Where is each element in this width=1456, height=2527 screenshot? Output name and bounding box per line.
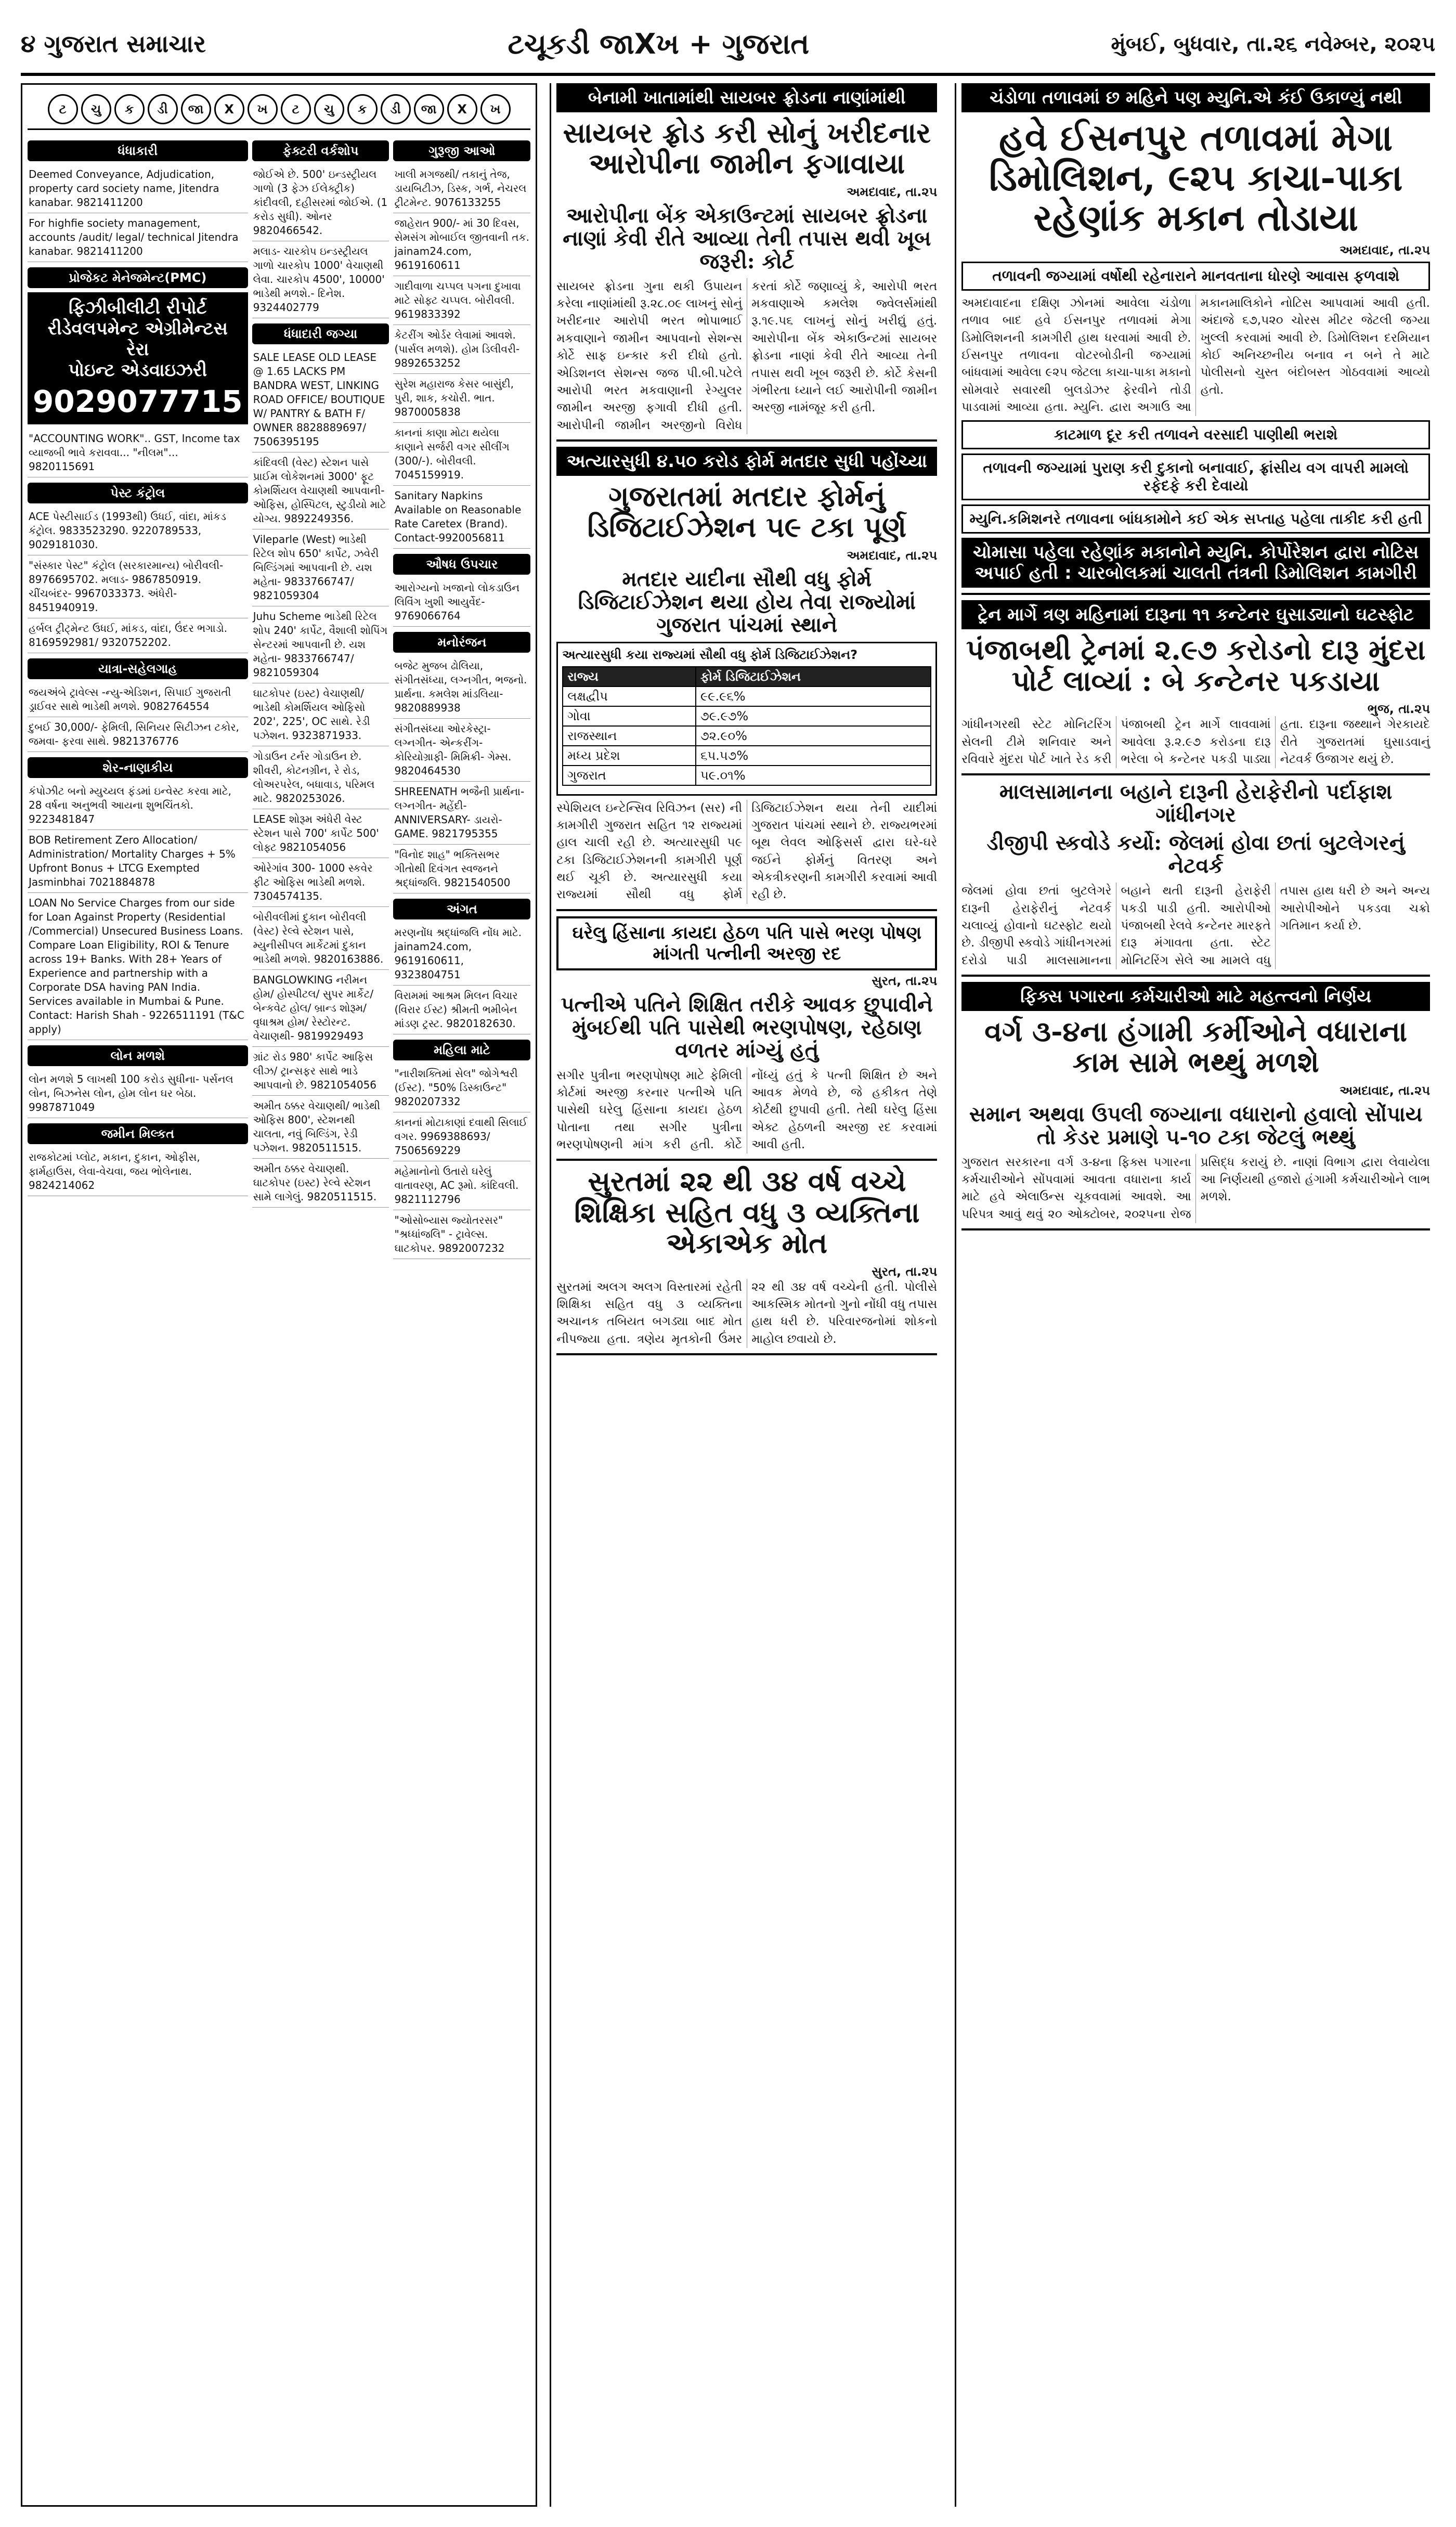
banner-letter: ચુ — [314, 94, 344, 124]
story-subhead: સમાન અથવા ઉપલી જગ્યાના વધારાનો હવાલો સોંપાય તો કેડર પ્રમાણે ૫-૧૦ ટકા જેટલું ભથ્થું — [969, 1101, 1423, 1149]
classified-ad: Vileparle (West) ભાડેથી રિટેલ શોપ 650' કાર્પેટ, ઝવેરી બિલ્ડિંગમાં આપવાની છે. યશ મહેતા- 9833766747/ 9821059304 — [252, 529, 389, 606]
story-kicker: અત્યારસુધી ૪.૫૦ કરોડ ફોર્મ મતદાર સુધી પહોંચ્યા — [556, 447, 937, 476]
story-kicker: ચંડોળા તળાવમાં છ મહિને પણ મ્યુનિ.એ કંઈ ઉકાળ્યું નથી — [961, 83, 1430, 112]
side-head-box — [961, 504, 1430, 534]
classified-ad: આરોગ્યનો ખજાનો લોકડાઉન લિવિંગ ખુશી આયુર્વેદ- 9769066764 — [393, 578, 530, 627]
story-body: સગીર પુત્રીના ભરણપોષણ માટે ફેમિલી કોર્ટમાં અરજી કરનાર પત્નીએ પતિ પાસેથી ઘરેલુ હિંસાના કાયદા હેઠળ પોતાના તથા સગીર પુત્રીના ભરણપોષણની માંગ કરી હતી. કોર્ટે નોંધ્યું હતું કે પત્ની શિક્ષિત છે અને આવક મેળવે છે, જે હકીકત તેણે કોર્ટથી છુપાવી હતી. તેથી ઘરેલુ હિંસા એક્ટ હેઠળની અરજી રદ કરવામાં આવી હતી. — [556, 1068, 938, 1152]
story-dateline: સુરત, તા.૨૫ — [872, 1264, 938, 1279]
table-row — [563, 726, 931, 746]
state-table-box — [556, 642, 937, 796]
classified-ad: BOB Retirement Zero Allocation/ Administration/ Mortality Charges + 5% Upfront Bonus + LTCG Exempted Jasminbhai 7021884878 — [28, 830, 248, 893]
table-title: અત્યારસુધી કયા રાજ્યમાં સૌથી વધુ ફોર્મ ડિજિટાઈઝેશન? — [562, 647, 857, 662]
story-dateline: અમદાવાદ, તા.૨૫ — [847, 184, 938, 199]
category-label: અંગત — [393, 899, 530, 919]
banner-letter: ટ — [48, 94, 78, 124]
feature-ad-phone: 9029077715 — [33, 384, 243, 419]
table-row — [563, 766, 931, 785]
feature-ad-line: રીડેવલપમેન્ટ એગ્રીમેન્ટસ — [47, 318, 228, 339]
percent-cell: ૬૫.૫૭% — [696, 746, 931, 766]
classified-ad: "નારીશક્તિમાં સેલ" જોગેશ્વરી (ઈસ્ટ). "50% ડિસ્કાઉન્ટ" 9820207332 — [393, 1064, 530, 1112]
issue-date: મુંબઈ, બુધવાર, તા.૨૬ નવેમ્બર, ૨૦૨૫ — [1111, 32, 1435, 56]
story-body: સ્પેશિયલ ઇન્ટેન્સિવ રિવિઝન (સર) ની કામગીરી ગુજરાત સહિત ૧૨ રાજ્યમાં હાલ ચાલી રહી છે. અત્યારસુધી ૫૯ ટકા ડિજિટાઈઝેશનની કામગીરી પૂર્ણ થઈ ચૂકી છે. અત્યારસુધી કયા રાજ્યમાં સૌથી વધુ ફોર્મ ડિજિટાઈઝેશન થયા તેની યાદીમાં ગુજરાત પાંચમાં સ્થાને છે. રાજ્યભરમાં બૂથ લેવલ ઓફિસર્સ દ્વારા ઘરે-ઘરે જઈને ફોર્મનું વિતરણ અને એકત્રીકરણની કામગીરી કરવામાં આવી રહી છે. — [556, 801, 938, 902]
side-head-box — [961, 420, 1430, 449]
classified-ad: મરણનોંધ શ્રદ્ધાંજલિ નોંધ માટે. jainam24.com, 9619160611, 9323804751 — [393, 923, 530, 986]
news-column-right — [955, 83, 1435, 2507]
classified-ad: ગોડાઉન ટર્નર ગોડાઉન છે. શીવરી, કોટનગ્રીન, રે રોડ, લોઅરપરેલ, બધાવાડ, પરિમલ માટે. 9820253026. — [252, 746, 389, 809]
banner-letter: જા — [414, 94, 444, 124]
classified-ad: Juhu Scheme ભાડેથી રિટેલ શોપ 240' કાર્પેટ, વૈશાલી શોપિંગ સેન્ટરમાં આપવાની છે. યશ મહેતા- 9833766747/ 9821059304 — [252, 606, 389, 683]
story-dateline: ભુજ, તા.૨૫ — [1367, 702, 1430, 717]
category-label: પેસ્ટ કંટ્રોલ — [28, 483, 248, 503]
story-dgp-squad — [961, 781, 1430, 977]
story-isanpur-demolition — [961, 83, 1430, 595]
state-name-cell: ગોવા — [563, 706, 696, 726]
story-surat-deaths — [556, 1166, 937, 1355]
feature-ad — [28, 292, 248, 424]
story-headline: ડીજીપી સ્કવોડે કર્યો: જેલમાં હોવા છતાં બુટલેગરનું નેટવર્ક — [986, 831, 1405, 878]
category-label: ધંધાકારી — [28, 140, 248, 161]
classified-ad: અમીત ઠક્કર વેચાણથી. ઘાટકોપર (ઇસ્ટ) રેલ્વે સ્ટેશન સામે લાગેલું. 9820511515. — [252, 1159, 389, 1208]
percent-cell: ૫૯.૦૧% — [696, 766, 931, 785]
banner-letter: ક — [347, 94, 378, 124]
story-body: ગુજરાત સરકારના વર્ગ ૩-૪ના ફિક્સ પગારના કર્મચારીઓને સોંપવામાં આવતા વધારાના કાર્ય માટે હવે એલાઉન્સ ચૂકવવામાં આવશે. આ પરિપત્ર આવું થવું ૨૦ ઓક્ટોબર, ૨૦૨૫ના રોજ પ્રસિદ્ધ કરાયું છે. નાણાં વિભાગ દ્વારા લેવાયેલા આ નિર્ણયથી હજારો હંગામી કર્મચારીઓને લાભ મળશે. — [961, 1155, 1430, 1221]
banner-letter: જા — [181, 94, 211, 124]
classified-ad: કંપોઝીટ બનો મ્યુચ્યલ ફંડમાં ઇન્વેસ્ટ કરવા માટે, 28 વર્ષના અનુભવી આયના શુભચિંતકો. 9223481847 — [28, 781, 248, 830]
classified-ad: મહેમાનોનો ઉતારો ઘરેલું વાતાવરણ, AC રૂમો. કાંદિવલી. 9821112796 — [393, 1161, 530, 1210]
columns — [21, 83, 1435, 2507]
percent-cell: ૭૯.૯૭% — [696, 706, 931, 726]
classified-ad: દુબઈ 30,000/- ફેમિલી, સિનિયર સિટીઝન ટકોર, જમવા- ફરવા સાથે. 9821376776 — [28, 717, 248, 752]
banner-letter: ખ — [248, 94, 278, 124]
story-kicker: ટ્રેન માર્ગે ત્રણ મહિનામાં દારૂના ૧૧ કન્ટેનર ઘુસાડ્યાનો ઘટસ્ફોટ — [961, 600, 1430, 629]
story-headline: સાયબર ફ્રોડ કરી સોનું ખરીદનાર આરોપીના જામીન ફગાવાયા — [563, 116, 931, 180]
classified-ad: વિરામમાં આશ્રમ મિલન વિચાર (વિરાર ઈસ્ટ) શ્રીમતી ભમીબેન માંડણ ટ્રસ્ટ. 9820182630. — [393, 986, 530, 1034]
classified-ad: LEASE શોરૂમ અંધેરી વેસ્ટ સ્ટેશન પાસે 700' કાર્પેટ 500' લોફ્ટ 9821054056 — [252, 809, 389, 858]
story-body: સાયબર ફ્રોડના ગુના થકી ઉપાયન કરેલા નાણાંમાંથી રૂ.૨૮.૦૯ લાખનું સોનું ખરીદનાર આરોપી ભરત ભોપાભાઈ મકવાણાને જામીન આપવાનો સેશન્સ કોર્ટે સાફ ઇન્કાર કરી દીધો હતો. એડિશનલ સેશન્સ જજ પી.બી.પટેલે આરોપી ભરત મકવાણાની રેગ્યુલર જામીન અરજી ફગાવી દીધી હતી. આરોપીની જામીન અરજીનો વિરોધ કરતાં કોર્ટે જણાવ્યું કે, આરોપી ભરત મકવાણાએ કમલેશ જ્વેલર્સમાંથી રૂ.૧૯.૫૬ લાખનું સોનું ખરીદ્યું હતું. આરોપીના બેંક એકાઉન્ટમાં સાયબર ફ્રોડના નાણાં કેવી રીતે આવ્યા તેની તપાસ થવી ખૂબ જરૂરી છે. કોર્ટે કેસની ગંભીરતા ધ્યાને લઈ આરોપીની જામીન અરજી નામંજૂર કરી હતી. — [556, 279, 938, 432]
classified-ad: હર્બલ ટ્રીટ્મેન્ટ ઉધઈ, માંકડ, વાંદા, ઉંદર ભગાડો. 8169592981/ 9320752202. — [28, 618, 248, 653]
story-headline: હવે ઈસનપુર તળાવમાં મેગા ડિમોલિશન, ૯૨૫ કાચા-પાકા રહેણાંક મકાન તોડાયા — [989, 116, 1403, 239]
state-table — [562, 666, 931, 786]
masthead — [21, 16, 1435, 76]
classified-ad: લોન મળશે 5 લાખથી 100 કરોડ સુધીના- પર્સનલ લોન, બિઝનેસ લોન, હોમ લોન ઘર બેઠા. 9987871049 — [28, 1069, 248, 1118]
classifieds-col-1 — [28, 135, 248, 1259]
classified-ad: બોરીવલીમાં દુકાન બોરીવલી (વેસ્ટ) રેલ્વે સ્ટેશન પાસે, મ્યુનીસીપલ માર્કેટમાં દુકાન ભાડેથી મળશે. 9820163886. — [252, 907, 389, 970]
classifieds-banner — [28, 90, 530, 130]
classified-ad: રાજકોટમાં પ્લોટ, મકાન, દુકાન, ઓફીસ, ફાર્મહાઉસ, લેવા-વેચવા, જય ભોલેનાથ. 9824214062 — [28, 1147, 248, 1196]
classified-ad: SHREENATH ભજૈની પ્રાર્થના- લગ્નગીત- મહેંદી- ANNIVERSARY- ડાયરો- GAME. 9821795355 — [393, 782, 530, 845]
table-header: રાજ્ય — [563, 667, 696, 686]
table-row — [563, 686, 931, 706]
story-dateline: સુરત, તા.૨૫ — [872, 973, 938, 988]
classified-ad: કાનનાં કાણા મોટા થયેલા કાણાને સર્જરી વગર સીલીંગ (300/-). બોરીવલી. 7045159919. — [393, 423, 530, 486]
category-label: લોન મળશે — [28, 1045, 248, 1066]
feature-ad-line: પોઇન્ટ એડવાઇઝરી — [68, 360, 207, 381]
category-label: ગુરૂજી આઓ — [393, 140, 530, 161]
story-body: સુરતમાં અલગ અલગ વિસ્તારમાં રહેતી શિક્ષિકા સહિત વધુ ૩ વ્યક્તિના અચાનક તબિયત બગડ્યા બાદ મોત નીપજ્યા હતા. ત્રણેય મૃતકોની ઉંમર ૨૨ થી ૩૪ વર્ષ વચ્ચેની હતી. પોલીસે આકસ્મિક મોતનો ગુનો નોંધી વધુ તપાસ હાથ ધરી છે. પરિવારજનોમાં શોકનો માહોલ છવાયો છે. — [556, 1280, 938, 1346]
classifieds-grid — [28, 135, 533, 1259]
side-head: કાટમાળ દૂર કરી તળાવને વરસાદી પાણીથી ભરાશે — [1054, 426, 1338, 444]
classified-ad: સંગીતસંધ્યા ઓરકેસ્ટ્રા- લગ્નગીત- એન્કરીંગ- કોરિયોગ્રાફી- મિમિક્રી- ગેમ્સ. 9820464530 — [393, 719, 530, 782]
story-kicker: ફિક્સ પગારના કર્મચારીઓ માટે મહત્ત્વનો નિર્ણય — [961, 982, 1430, 1011]
classified-ad: For highfie society management, accounts /audit/ legal/ technical Jitendra kanabar. 9821411200 — [28, 213, 248, 262]
classified-ad: BANGLOWKING નરીમન હોમ/ હોસ્પીટલ/ સુપર માર્કેટ/ બેન્કવેટ હોલ/ બ્રાન્ડ શોરૂમ/ વૃધાશ્રમ હોમ/ રેસ્ટોરન્ટ. વેચાણથી- 9819929493 — [252, 970, 389, 1047]
section-title: ટચૂકડી જાXખ + ગુજરાત — [508, 28, 810, 60]
story-headline: પંજાબથી ટ્રેનમાં ૨.૯૭ કરોડનો દારૂ મુંદરા પોર્ટ લાવ્યાં : બે કન્ટેનર પકડાયા — [966, 633, 1426, 697]
classified-ad: ખાલી મગજથી/ તકાનું તેજ, ડાયબિટીઝ, ડિસ્ક, ગર્ભ, નેચરલ ટ્રીટમેન્ટ. 9076133255 — [393, 164, 530, 213]
story-dateline: અમદાવાદ, તા.૨૫ — [847, 548, 938, 563]
story-headline: વર્ગ ૩-૪ના હંગામી કર્મીઓને વધારાના કામ સામે ભથ્થું મળશે — [984, 1014, 1407, 1079]
classified-ad: Sanitary Napkins Available on Reasonable Rate Caretex (Brand). Contact-9920056811 — [393, 486, 530, 549]
story-body: અમદાવાદના દક્ષિણ ઝોનમાં આવેલા ચંડોળા તળાવ બાદ હવે ઈસનપુર તળાવમાં મેગા ડિમોલિશનની કામગીરી હાથ ધરવામાં આવી છે. ઈસનપુર તળાવના વોટરબોડીની જગ્યામાં બાંધવામાં આવેલા ૯૨૫ જેટલા કાચા-પાકા મકાનો સોમવારે સવારથી બુલડોઝર ફેરવીને તોડી પાડવામાં આવ્યા હતા. મ્યુનિ. દ્વારા અગાઉ આ મકાનમાલિકોને નોટિસ આપવામાં આવી હતી. અંદાજે ૬૭,૫૨૦ ચોરસ મીટર જેટલી જગ્યા ખુલ્લી કરવામાં આવી છે. ડિમોલિશન દરમિયાન કોઈ અનિચ્છનીય બનાવ ન બને તે માટે પોલીસનો ચુસ્ત બંદોબસ્ત ગોઠવવામાં આવ્યો હતો. — [961, 296, 1430, 414]
story-body: જેલમાં હોવા છતાં બુટલેગરે દારૂની હેરાફેરીનું નેટવર્ક ચલાવ્યું હોવાનો ઘટસ્ફોટ થયો છે. ડીજીપી સ્કવોડે ગાંધીનગરમાં દરોડો પાડી માલસામાનના બહાને થતી દારૂની હેરાફેરી પકડી પાડી હતી. આરોપીઓ પંજાબથી રેલવે કન્ટેનર મારફતે દારૂ મંગાવતા હતા. સ્ટેટ મોનિટરિંગ સેલે આ મામલે વધુ તપાસ હાથ ધરી છે અને અન્ય આરોપીઓને પકડવા ચક્રો ગતિમાન કર્યા છે. — [961, 884, 1430, 967]
story-cyber-fraud — [556, 83, 937, 442]
story-dateline: અમદાવાદ, તા.૨૫ — [1339, 1083, 1430, 1098]
classified-ad: ઘાટકોપર (ઇસ્ટ) વેચાણથી/ ભાડેથી કોમર્શિયલ ઓફિસો 202', 225', OC સાથે. રેડી પઝેશન. 9323871933. — [252, 683, 389, 746]
table-header-row — [563, 667, 931, 686]
masthead-left — [21, 30, 206, 59]
side-head-box — [961, 262, 1430, 291]
classified-ad: "ACCOUNTING WORK".. GST, Income tax વ્યાજબી ભાવે કરાવવા... "નીલમ"... 9820115691 — [28, 429, 248, 477]
story-kicker: ઘરેલુ હિંસાના કાયદા હેઠળ પતિ પાસે ભરણ પોષણ માંગતી પત્નીની અરજી રદ — [556, 916, 937, 970]
classifieds-col-2 — [252, 135, 389, 1259]
news-column-middle — [550, 83, 942, 2507]
side-head-box — [961, 453, 1430, 500]
classified-ad: કાનનાં મોટાકાણાં દવાથી સિલાઈ વગર. 9969388693/ 7506569229 — [393, 1112, 530, 1161]
classified-ad: "ઓસોબ્યાસ જ્યોતરસર" "શ્રધ્ધાંજલિ" - ટ્રાવેલ્સ. ઘાટકોપર. 9892007232 — [393, 1210, 530, 1259]
story-headline: સુરતમાં ૨૨ થી ૩૪ વર્ષ વચ્ચે શિક્ષિકા સહિત વધુ ૩ વ્યક્તિના એકાએક મોત — [574, 1164, 920, 1260]
category-label: યાત્રા-સહેલગાહ — [28, 658, 248, 679]
story-kicker: માલસામાનના બહાને દારૂની હેરાફેરીનો પર્દાફાશ ગાંધીનગર — [999, 780, 1393, 827]
story-headline: પત્નીએ પતિને શિક્ષિત તરીકે આવક છુપાવીને મુંબઈથી પતિ પાસેથી ભરણપોષણ, રહેઠાણ વળતર માંગ્યું હતું — [561, 992, 933, 1062]
classified-ad: જાહેરાત 900/- માં 30 દિવસ, સેમસંગ મોબાઈલ જીતવાની તક. jainam24.com, 9619160611 — [393, 213, 530, 276]
category-label: મનોરંજન — [393, 632, 530, 653]
classified-ad: કાંદિવલી (વેસ્ટ) સ્ટેશન પાસે પ્રાઈમ લોકેશનમાં 3000' ફૂટ કોમર્શિયલ વેચાણથી આપવાની- ઓફિસ, હોસ્પિટલ, સ્ટુડીયો માટે યોગ્ય. 9892249356. — [252, 452, 389, 529]
story-fixed-pay — [961, 982, 1430, 1230]
classified-ad: ACE પેસ્ટીસાઈડ (1993થી) ઉધઈ, વાંદા, માંકડ કંટ્રોલ. 9833523290. 9220789533, 9029181030. — [28, 507, 248, 555]
classified-ad: Deemed Conveyance, Adjudication, property card society name, Jitendra kanabar. 9821411200 — [28, 164, 248, 213]
story-body: ગાંધીનગરથી સ્ટેટ મોનિટરિંગ સેલની ટીમે શનિવાર અને રવિવારે મુંદરા પોર્ટ ખાતે રેડ કરી પંજાબથી ટ્રેન માર્ગે લાવવામાં આવેલા રૂ.૨.૯૭ કરોડના દારૂ ભરેલા બે કન્ટેનર પકડી પાડ્યા હતા. દારૂના જથ્થાને ગેરકાયદે રીતે ગુજરાતમાં ઘુસાડવાનું નેટવર્ક ઉજાગર થયું છે. — [961, 718, 1430, 766]
category-label: મહિલા માટે — [393, 1040, 530, 1060]
banner-letter: ટ — [281, 94, 311, 124]
classified-ad: "સંસ્કાર પેસ્ટ" કંટ્રોલ (સરકારમાન્ય) બોરીવલી- 8976695702. મલાડ- 9867850919. ચીંચબંદર- 9967033373. અંધેરી- 8451940919. — [28, 555, 248, 618]
page-number: ૪ — [21, 30, 36, 58]
banner-letter: X — [447, 94, 477, 124]
classifieds-col-3 — [393, 135, 533, 1259]
percent-cell: ૭૨.૯૦% — [696, 726, 931, 746]
state-name-cell: લક્ષદ્વીપ — [563, 686, 696, 706]
classified-ad: SALE LEASE OLD LEASE @ 1.65 LACKS PM BANDRA WEST, LINKING ROAD OFFICE/ BOUTIQUE W/ PANTRY & BATH F/ OWNER 8828889697/ 7506395195 — [252, 347, 389, 452]
classifieds-column — [21, 83, 537, 2507]
side-head: તળાવની જગ્યામાં પુરાણ કરી દુકાનો બનાવાઈ, ફ્રાંસીય વગ વાપરી મામલો રફેદફે કરી દેવાયો — [983, 459, 1409, 495]
story-voter-forms — [556, 447, 937, 911]
classified-ad: બજેટ મુજબ ઢોલિયા, સંગીતસંધ્યા, લગ્નગીત, ભજનો. પ્રાર્થના. કમલેશ માંડલિયા- 9820889938 — [393, 656, 530, 719]
classified-ad: મલાડ- ચારકોપ ઇન્ડસ્ટ્રીયલ ગાળો ચારકોપ 1000' વેચાણથી લેવા. ચારકોપ 4500', 10000' ભાડેથી મળશે.- દિનેશ. 9324402779 — [252, 241, 389, 318]
classified-ad: ગાદીવાળા ચપ્પલ પગના દુખાવા માટે સોફ્ટ ચપ્પલ. બોરીવલી. 9619833392 — [393, 276, 530, 325]
percent-cell: ૯૯.૯૬% — [696, 686, 931, 706]
classified-ad: જયઅંબે ટ્રાવેલ્સ -ન્યુ-એડિશન, સિપાઈ ગુજરાતી ડ્રાઈવર સાથે ભાડેથી મળશે. 9082764554 — [28, 682, 248, 717]
paper-name: ગુજરાત સમાચાર — [44, 30, 206, 58]
classified-ad: અમીત ઠક્કર વેચાણથી/ ભાડેથી ઓફિસ 800', સ્ટેશનથી ચાલતા, નવું બિલ્ડિંગ, રેડી પઝેશન. 9820511515. — [252, 1096, 389, 1159]
category-label: પ્રોજેકટ મેનેજમેન્ટ(PMC) — [28, 267, 248, 288]
feature-ad-line: ફિઝીબીલીટી રીપોર્ટ — [68, 297, 207, 318]
table-row — [563, 706, 931, 726]
banner-letter: ડી — [381, 94, 411, 124]
table-row — [563, 746, 931, 766]
classified-ad: "વિનોદ શાહ" ભક્તિસભર ગીતોથી દિવંગત સ્વજનને શ્રદ્ધાંજલિ. 9821540500 — [393, 845, 530, 893]
story-punjab-liquor — [961, 600, 1430, 775]
side-head: મ્યુનિ.કમિશનરે તળાવના બાંધકામોને કઈ એક સપ્તાહ પહેલા તાકીદ કરી હતી — [969, 510, 1422, 528]
classified-ad: કેટરીંગ ઓર્ડર લેવામાં આવશે. (પાર્સલ મળશે). હોમ ડિલીવરી- 9892653252 — [393, 325, 530, 374]
story-subkicker: ચોમાસા પહેલા રહેણાંક મકાનોને મ્યુનિ. કોર્પોરેશન દ્વારા નોટિસ અપાઈ હતી : ચારબોલકમાં ચાલતી તંત્રની ડિમોલિશન કામગીરી — [961, 538, 1430, 588]
banner-letter: ક — [114, 94, 145, 124]
classified-ad: LOAN No Service Charges from our side for Loan Against Property (Residential /Commercial) Unsecured Business Loans. Compare Loan Eligibility, ROI & Tenure across 19+ Banks. With 28+ Years of Experience and partnership with a Corporate DSA having PAN India. Services available in Mumbai & Pune. Contact: Harish Shah - 9226511191 (T&C apply) — [28, 893, 248, 1040]
story-subhead: આરોપીના બેંક એકાઉન્ટમાં સાયબર ફ્રોડના નાણાં કેવી રીતે આવ્યા તેની તપાસ થવી ખૂબ જરૂરી: કોર્ટ — [563, 203, 931, 274]
table-header: ફોર્મ ડિજિટાઈઝેશન — [696, 667, 931, 686]
classified-ad: સુરેશ મહારાજ કેસર બાસુંદી, પુરી, શાક, કચોરી. ભાત. 9870005838 — [393, 374, 530, 423]
story-subhead: મતદાર યાદીના સૌથી વધુ ફોર્મ ડિજિટાઈઝેશન થયા હોય તેવા રાજ્યોમાં ગુજરાત પાંચમાં સ્થાને — [578, 566, 916, 637]
feature-ad-line: રેરા — [126, 339, 149, 360]
category-label: ફેક્ટરી વર્કશોપ — [252, 140, 389, 161]
classified-ad: ઓરેગાંવ 300- 1000 સ્કવેર ફીટ ઓફિસ ભાડેથી મળશે. 7304574135. — [252, 858, 389, 907]
classified-ad: જોઈએ છે. 500' ઇન્ડસ્ટ્રીયલ ગાળો (3 ફેઝ ઈલેક્ટ્રીક) કાંદીવલી, દહીસરમાં જોઈએ. (1 કરોડ સુધી). ઓનર 9820466542. — [252, 164, 389, 241]
classified-ad: ગ્રાંટ રોડ 980' કાર્પેટ આફિસ લીઝ/ ટ્રાન્સફર સાથે ભાડે આપવાનો છે. 9821054056 — [252, 1047, 389, 1096]
category-label: જમીન મિલ્કત — [28, 1123, 248, 1144]
state-name-cell: ગુજરાત — [563, 766, 696, 785]
banner-letter: ડી — [148, 94, 178, 124]
state-name-cell: મધ્ય પ્રદેશ — [563, 746, 696, 766]
story-domestic-violence — [556, 916, 937, 1161]
state-name-cell: રાજસ્થાન — [563, 726, 696, 746]
banner-letter: ચુ — [81, 94, 111, 124]
story-dateline: અમદાવાદ, તા.૨૫ — [1339, 243, 1430, 257]
category-label: શેર-નાણાકીય — [28, 757, 248, 778]
category-label: ધંધાદારી જગ્યા — [252, 323, 389, 344]
banner-letter: ખ — [480, 94, 511, 124]
table-body — [563, 686, 931, 785]
story-kicker: બેનામી ખાતામાંથી સાયબર ફ્રોડના નાણાંમાંથી — [556, 83, 937, 112]
category-label: ઔષધ ઉપચાર — [393, 554, 530, 575]
side-head: તળાવની જગ્યામાં વર્ષોથી રહેનારાને માનવતાના ધોરણે આવાસ ફળવાશે — [992, 267, 1400, 284]
story-headline: ગુજરાતમાં મતદાર ફોર્મનું ડિજિટાઈઝેશન ૫૯ ટકા પૂર્ણ — [587, 479, 907, 544]
banner-letter: X — [214, 94, 244, 124]
